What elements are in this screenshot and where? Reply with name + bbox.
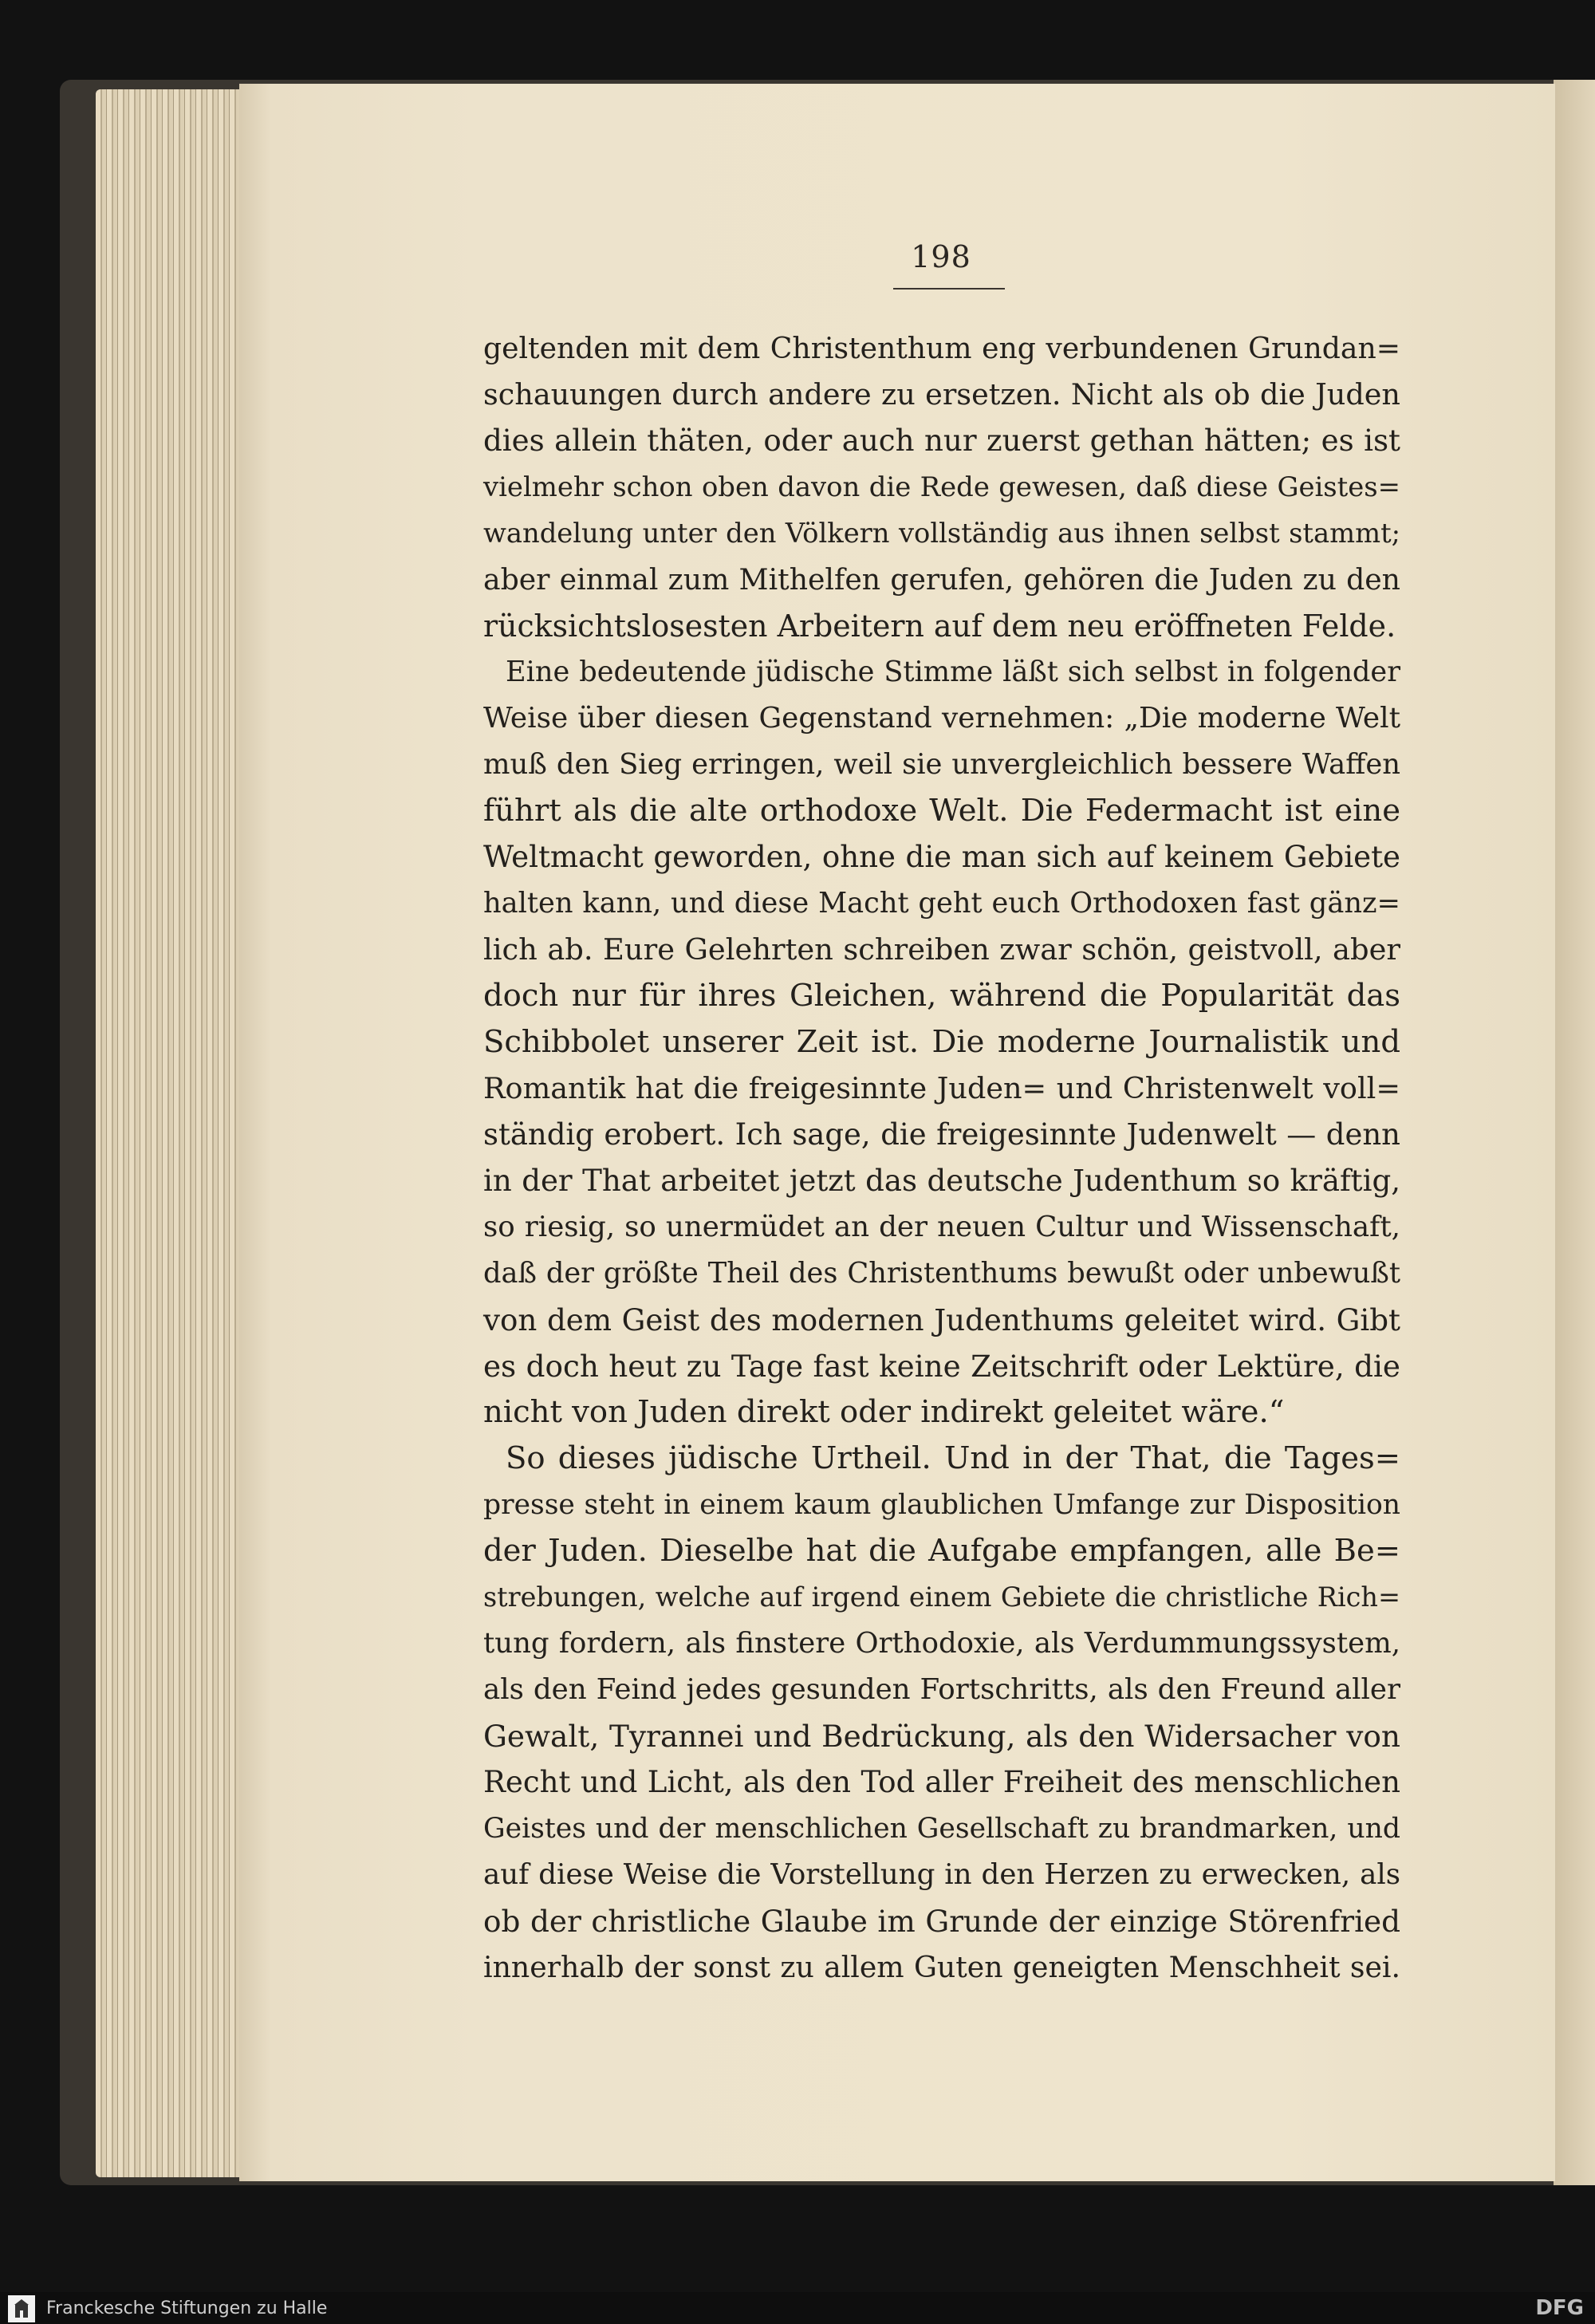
text-line: Romantik hat die freigesinnte Juden= und Christenwelt voll=	[483, 1071, 1400, 1105]
text-line: dies allein thäten, oder auch nur zuerst gethan hätten; es ist	[483, 423, 1400, 458]
building-icon	[13, 2298, 30, 2319]
text-line: daß der größte Theil des Christenthums bewußt oder unbewußt	[483, 1257, 1400, 1290]
text-line: führt als die alte orthodoxe Welt. Die Federmacht ist eine	[483, 793, 1400, 829]
text-line: geltenden mit dem Christenthum eng verbundenen Grundan=	[483, 331, 1400, 365]
text-line: schauungen durch andere zu ersetzen. Nicht als ob die Juden	[483, 377, 1400, 412]
text-line: ständig erobert. Ich sage, die freigesinnte Judenwelt — denn	[483, 1117, 1400, 1152]
text-line: lich ab. Eure Gelehrten schreiben zwar schön, geistvoll, aber	[483, 932, 1400, 967]
text-line: Weltmacht geworden, ohne die man sich auf keinem Gebiete	[483, 840, 1400, 874]
text-line: ob der christliche Glaube im Grunde der einzige Störenfried	[483, 1904, 1400, 1939]
dfg-logo: DFG	[1535, 2296, 1584, 2320]
body-text	[483, 325, 1400, 1991]
text-line: presse steht in einem kaum glaublichen Umfange zur Disposition	[483, 1489, 1400, 1521]
text-line: von dem Geist des modernen Judenthums geleitet wird. Gibt	[483, 1302, 1400, 1337]
text-line: Eine bedeutende jüdische Stimme läßt sich selbst in folgender	[506, 656, 1400, 688]
text-line: in der That arbeitet jetzt das deutsche Judenthum so kräftig,	[483, 1164, 1400, 1198]
text-line: so riesig, so unermüdet an der neuen Cultur und Wissenschaft,	[483, 1211, 1400, 1243]
page-number: 198	[911, 239, 971, 274]
text-line: als den Feind jedes gesunden Fortschritts, als den Freund aller	[483, 1673, 1400, 1706]
text-line: So dieses jüdische Urtheil. Und in der That, die Tages=	[506, 1440, 1400, 1476]
text-line: halten kann, und diese Macht geht euch Orthodoxen fast gänz=	[483, 887, 1400, 920]
text-line: auf diese Weise die Vorstellung in den Herzen zu erwecken, als	[483, 1858, 1400, 1891]
text-line: rücksichtslosesten Arbeitern auf dem neu eröffneten Felde.	[483, 609, 1396, 644]
text-line: innerhalb der sonst zu allem Guten geneigten Menschheit sei.	[483, 1950, 1400, 1984]
page-edges	[96, 89, 255, 2177]
text-line: vielmehr schon oben davon die Rede gewesen, daß diese Geistes=	[483, 471, 1400, 502]
text-line: Schibbolet unserer Zeit ist. Die moderne Journalistik und	[483, 1024, 1400, 1060]
text-line: Recht und Licht, als den Tod aller Freiheit des menschlichen	[483, 1765, 1400, 1799]
text-line: muß den Sieg erringen, weil sie unvergleichlich bessere Waffen	[483, 748, 1400, 781]
text-line: nicht von Juden direkt oder indirekt geleitet wäre.“	[483, 1394, 1285, 1430]
institution-name: Franckesche Stiftungen zu Halle	[46, 2298, 328, 2318]
text-line: wandelung unter den Völkern vollständig aus ihnen selbst stammt;	[483, 518, 1400, 549]
page-number-rule	[893, 288, 1005, 290]
text-line: tung fordern, als finstere Orthodoxie, als Verdummungssystem,	[483, 1627, 1400, 1660]
text-line: der Juden. Dieselbe hat die Aufgabe empfangen, alle Be=	[483, 1533, 1400, 1569]
text-line: Geistes und der menschlichen Gesellschaft zu brandmarken, und	[483, 1813, 1400, 1845]
institution-logo-icon	[8, 2295, 35, 2322]
facing-page-edge	[1554, 80, 1595, 2185]
text-line: strebungen, welche auf irgend einem Gebiete die christliche Rich=	[483, 1582, 1400, 1613]
text-line: es doch heut zu Tage fast keine Zeitschrift oder Lektüre, die	[483, 1349, 1400, 1384]
text-line: doch nur für ihres Gleichen, während die Popularität das	[483, 978, 1400, 1014]
text-line: aber einmal zum Mithelfen gerufen, gehören die Juden zu den	[483, 562, 1400, 597]
text-line: Weise über diesen Gegenstand vernehmen: „Die moderne Welt	[483, 702, 1400, 735]
text-line: Gewalt, Tyrannei und Bedrückung, als den Widersacher von	[483, 1719, 1400, 1754]
